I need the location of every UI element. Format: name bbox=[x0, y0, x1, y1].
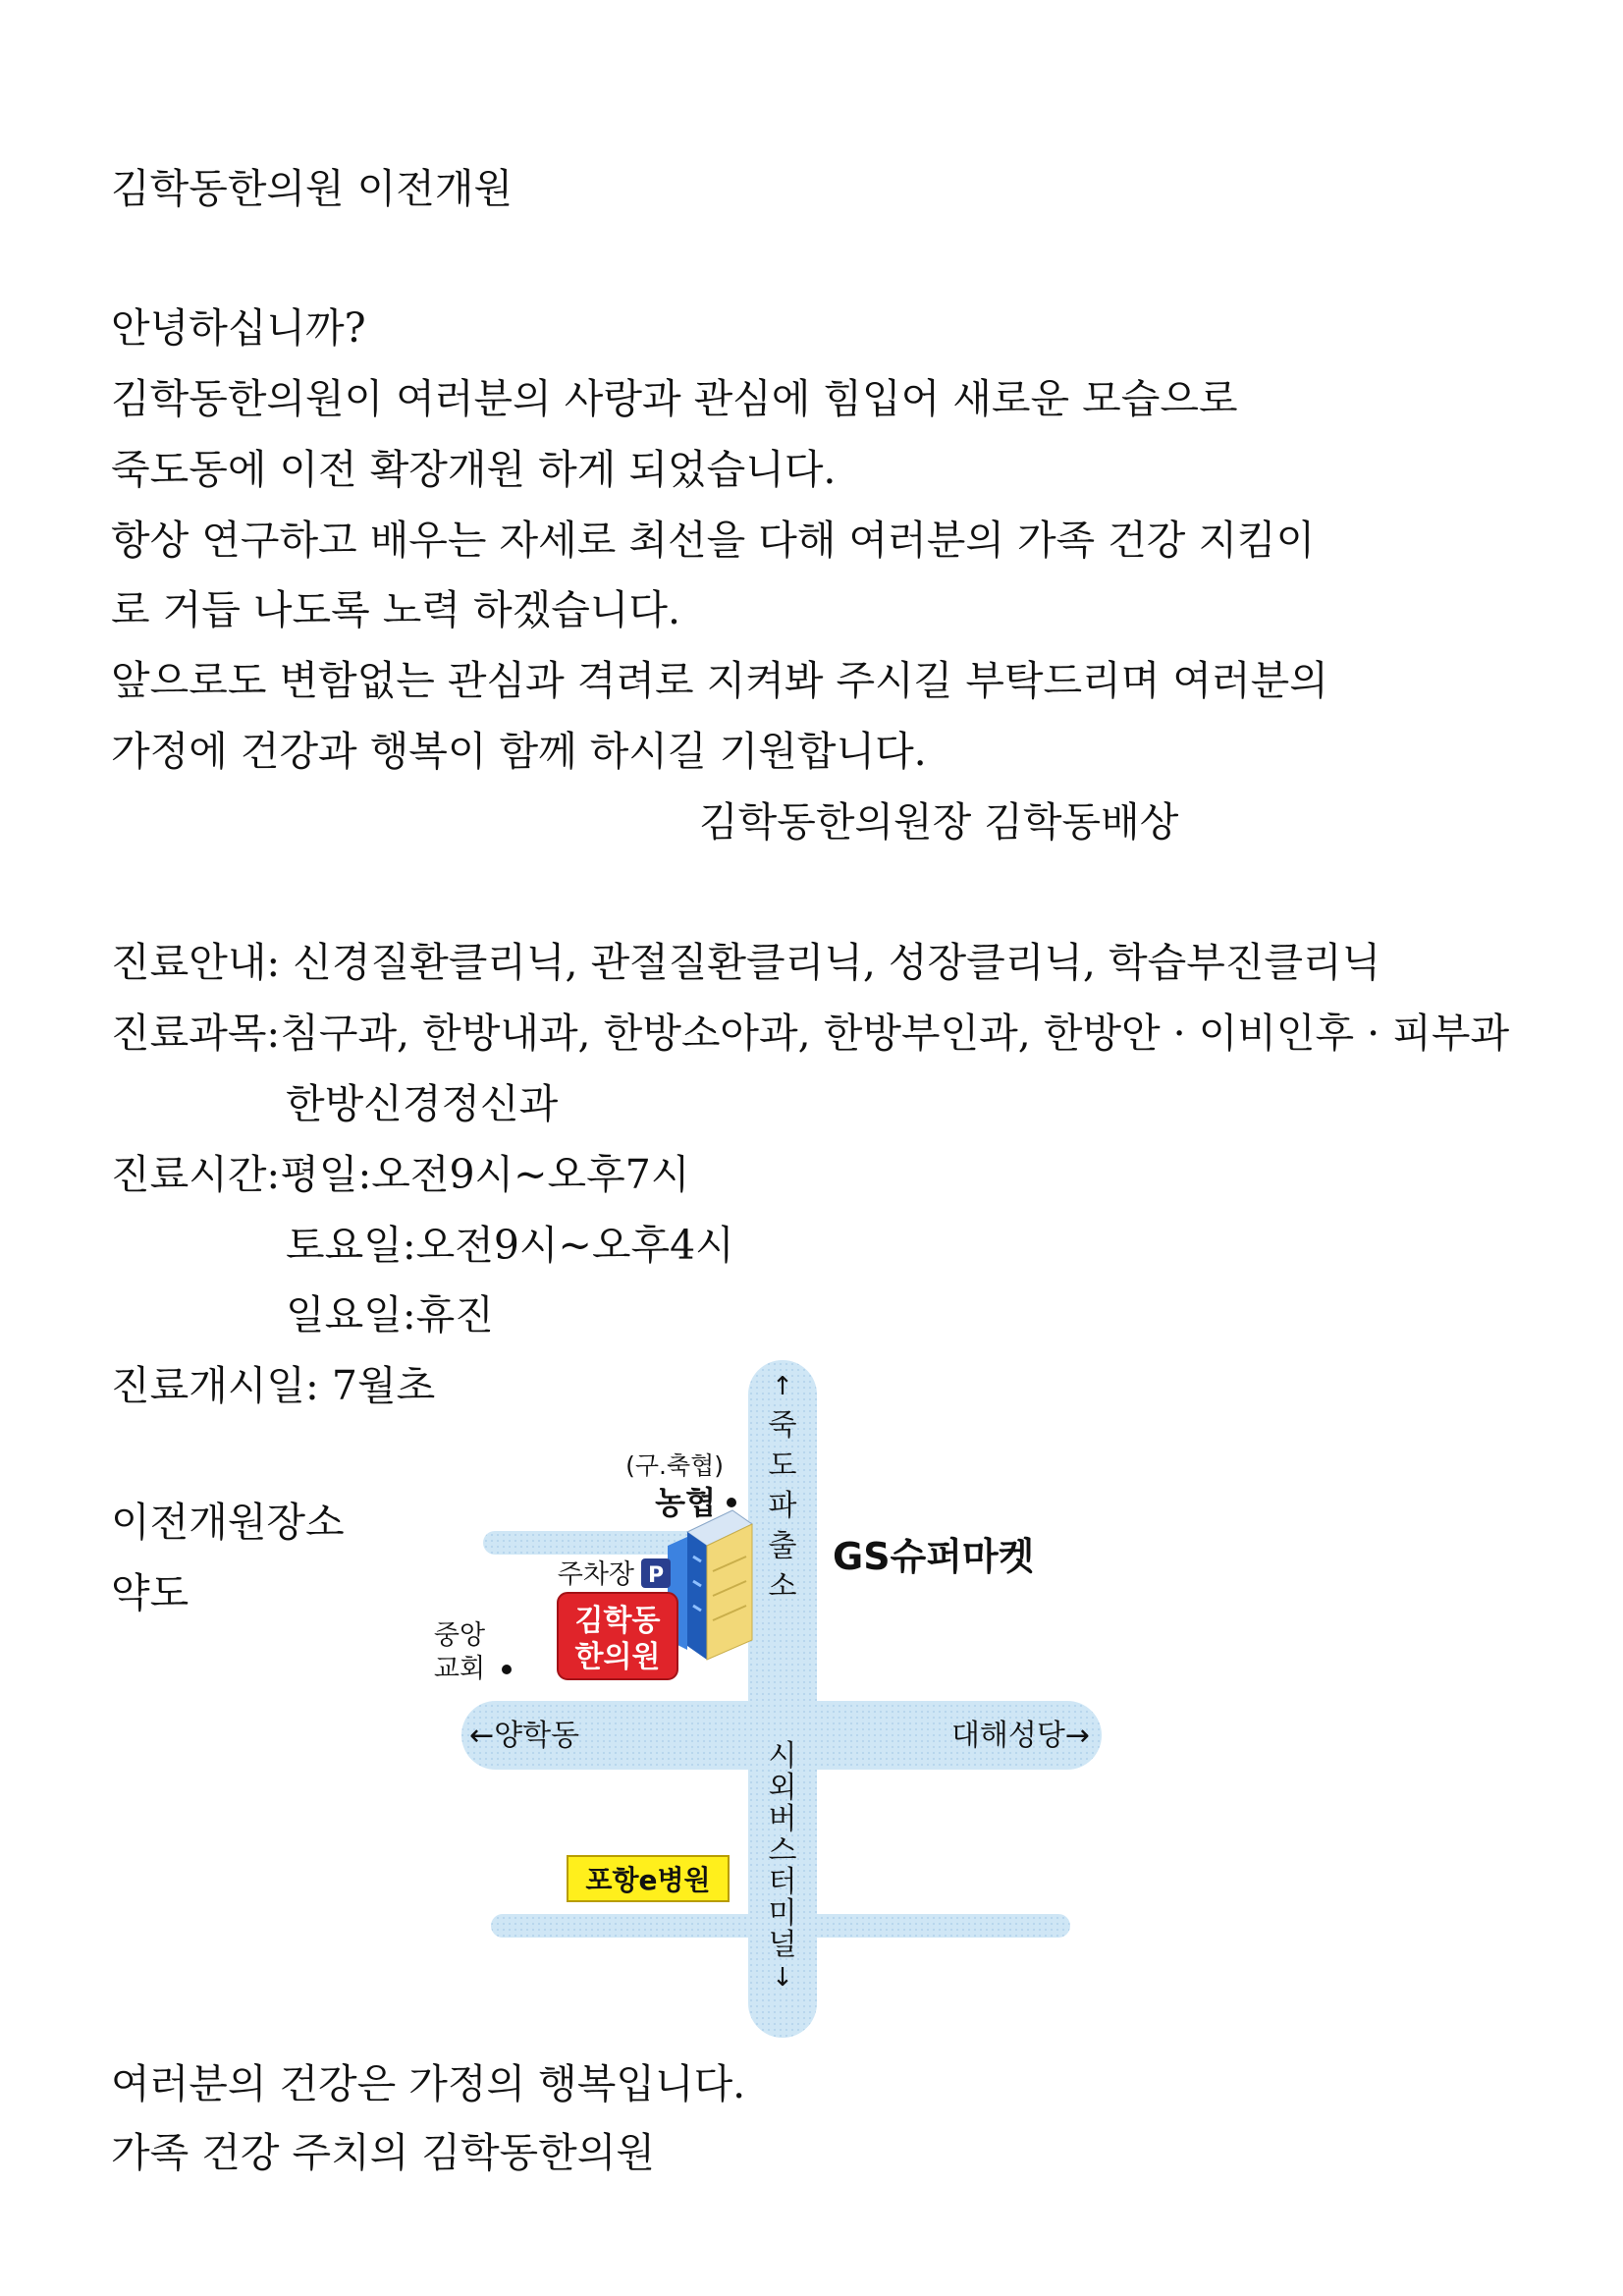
road-label-char: ↑ bbox=[772, 1372, 793, 1401]
road-label-char: 터 bbox=[768, 1865, 797, 1899]
greeting-opening: 안녕하십니까? bbox=[111, 304, 366, 352]
greeting-line: 가정에 건강과 행복이 함께 하시길 기원합니다. bbox=[111, 728, 927, 775]
road-label-char: 도 bbox=[768, 1449, 797, 1483]
road-west-label: ←양학동 bbox=[469, 1719, 580, 1753]
greeting-line: 항상 연구하고 배우는 자세로 최선을 다해 여러분의 가족 건강 지킴이 bbox=[111, 517, 1316, 564]
gs-market-label: GS슈퍼마켓 bbox=[833, 1535, 1035, 1578]
start-date-info: 진료개시일: 7월초 bbox=[111, 1362, 436, 1409]
nonghyup-old-label: (구.축협) bbox=[625, 1451, 724, 1480]
clinic-info: 진료안내: 신경질환클리닉, 관절질환클리닉, 성장클리닉, 학습부진클리닉 bbox=[111, 939, 1381, 986]
closing-line-1: 여러분의 건강은 가정의 행복입니다. bbox=[111, 2060, 746, 2107]
road-label-char: 출 bbox=[768, 1529, 797, 1563]
svg-text:P: P bbox=[647, 1563, 665, 1588]
church-label-2: 교회 bbox=[433, 1654, 486, 1684]
greeting-line: 앞으로도 변함없는 관심과 격려로 지켜봐 주시길 부탁드리며 여러분의 bbox=[111, 657, 1328, 704]
road-label-char: 시 bbox=[768, 1739, 797, 1774]
nonghyup-dot bbox=[727, 1498, 736, 1507]
road-label-char: 파 bbox=[768, 1489, 797, 1523]
road-label-char: 외 bbox=[768, 1771, 797, 1805]
greeting-line: 로 거듭 나도록 노력 하겠습니다. bbox=[111, 586, 681, 633]
road-label-char: 널 bbox=[768, 1928, 797, 1962]
departments-info: 진료과목:침구과, 한방내과, 한방소아과, 한방부인과, 한방안 · 이비인후 · 피부과 bbox=[111, 1010, 1510, 1057]
page-title: 김학동한의원 이전개원 bbox=[111, 165, 514, 212]
road-east-label: 대해성당→ bbox=[950, 1719, 1090, 1753]
hours-saturday: 토요일:오전9시~오후4시 bbox=[286, 1222, 734, 1269]
departments-info-cont: 한방신경정신과 bbox=[286, 1080, 559, 1127]
clinic-label-2: 한의원 bbox=[574, 1640, 661, 1674]
hospital-label: 포항e병원 bbox=[585, 1864, 711, 1896]
parking-label: 주차장 bbox=[557, 1559, 634, 1590]
road-label-char: 미 bbox=[768, 1896, 797, 1931]
road-label-char: 죽 bbox=[768, 1408, 797, 1443]
nonghyup-label: 농협 bbox=[655, 1484, 716, 1521]
road-label-char: 소 bbox=[768, 1569, 797, 1604]
road-label-char: ↓ bbox=[772, 1963, 793, 1993]
road-label-char: 스 bbox=[768, 1833, 797, 1868]
closing-line-2: 가족 건강 주치의 김학동한의원 bbox=[111, 2129, 655, 2176]
hours-info: 진료시간:평일:오전9시~오후7시 bbox=[111, 1151, 690, 1198]
greeting-line: 죽도동에 이전 확장개원 하게 되었습니다. bbox=[111, 446, 837, 493]
signature: 김학동한의원장 김학동배상 bbox=[699, 798, 1179, 846]
location-heading: 이전개원장소 bbox=[111, 1499, 345, 1546]
church-dot bbox=[502, 1665, 512, 1674]
road-label-char: 버 bbox=[768, 1802, 797, 1836]
clinic-label-1: 김학동 bbox=[574, 1604, 661, 1638]
road-south-label bbox=[769, 1739, 797, 1993]
location-sub: 약도 bbox=[111, 1569, 189, 1616]
hours-sunday: 일요일:휴진 bbox=[286, 1291, 494, 1339]
church-label-1: 중앙 bbox=[433, 1620, 486, 1651]
greeting-line: 김학동한의원이 여러분의 사랑과 관심에 힘입어 새로운 모습으로 bbox=[111, 375, 1238, 422]
